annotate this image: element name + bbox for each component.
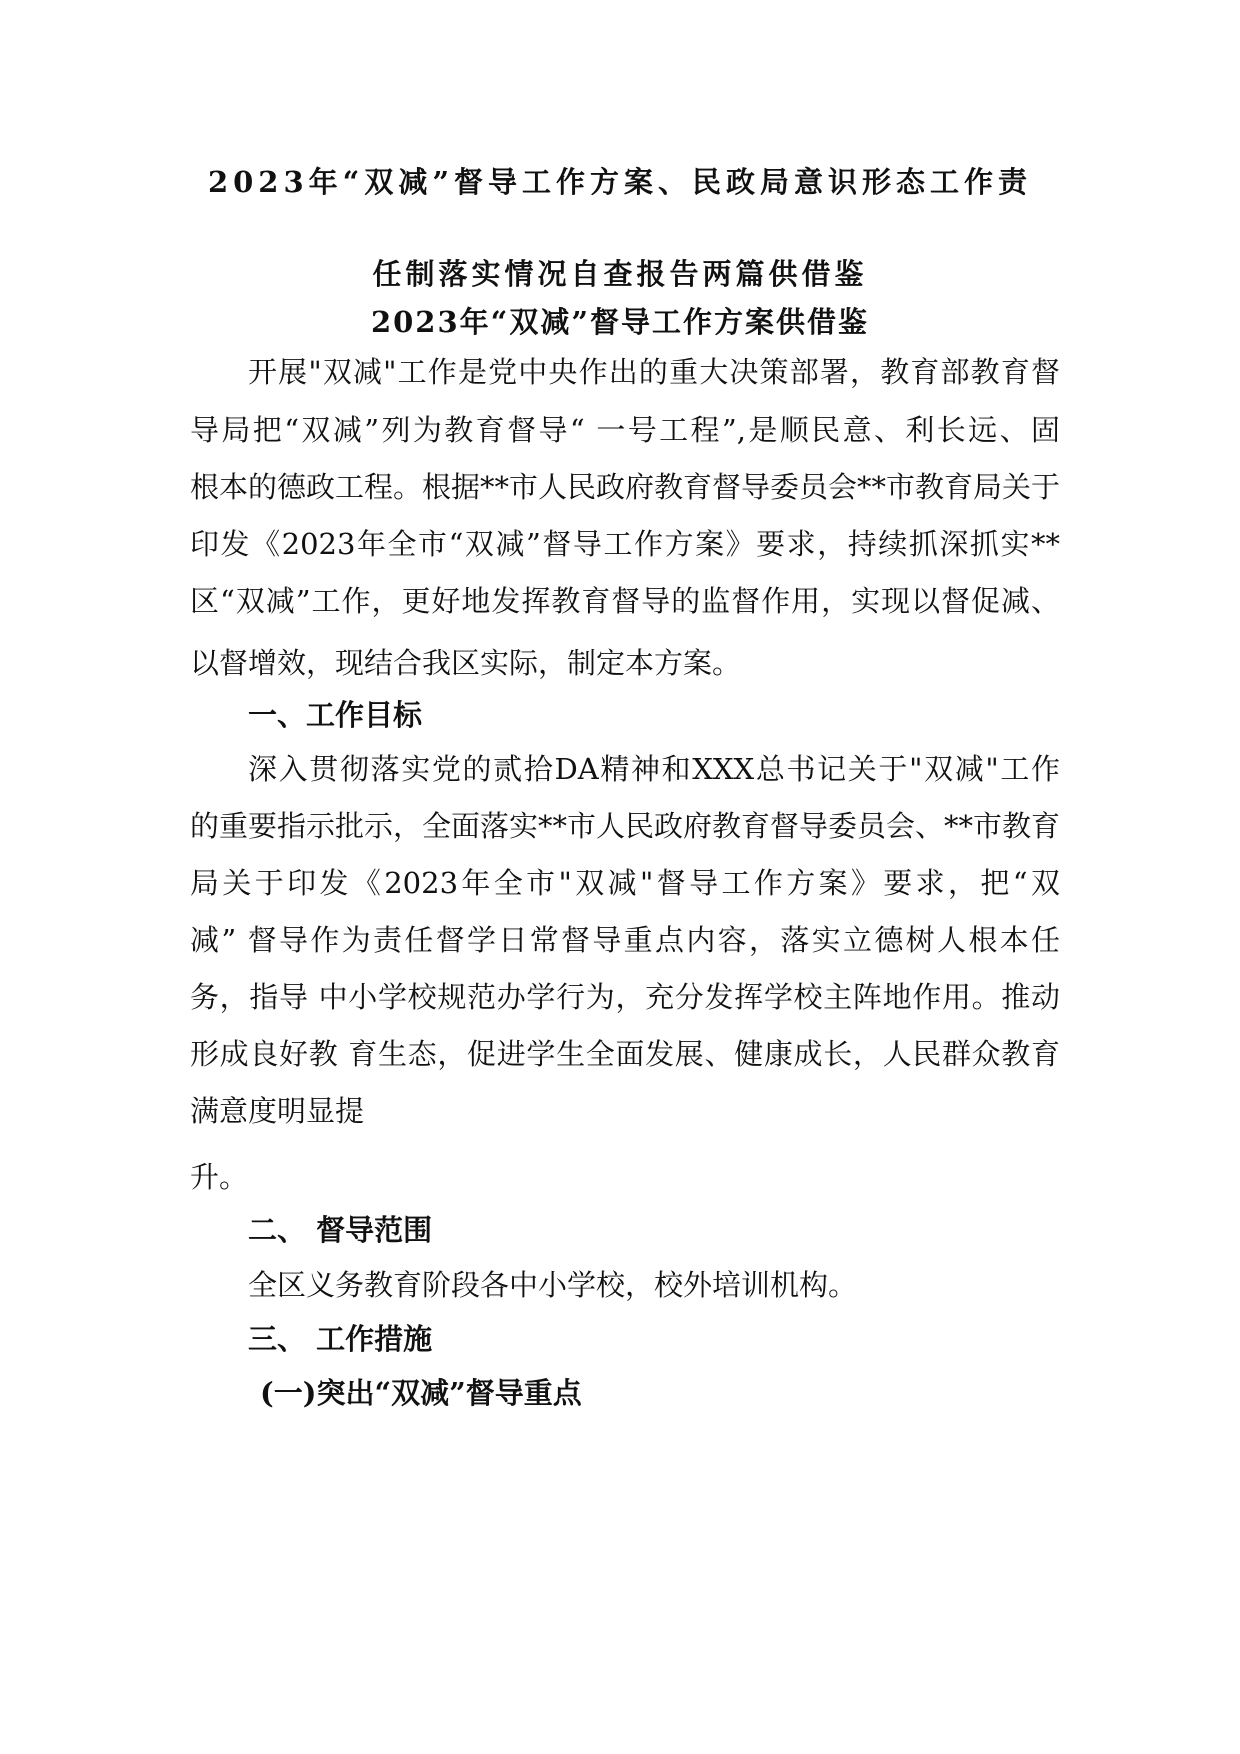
subsection-heading: (一)突出“双减”督导重点 <box>260 1376 582 1410</box>
intro-line: 印发《2023年全市“双减”督导工作方案》要求，持续抓深抓实** <box>190 527 1060 561</box>
section-heading-supervision-scope: 二、 督导范围 <box>248 1213 433 1247</box>
intro-line: 根本的德政工程。根据**市人民政府教育督导委员会**市教育局关于 <box>190 470 1061 504</box>
document-subtitle: 2023年“双减”督导工作方案供借鉴 <box>370 305 870 339</box>
section-heading-work-goals: 一、工作目标 <box>248 698 423 732</box>
paragraph-line: 升。 <box>190 1160 249 1194</box>
paragraph-line: 形成良好教 育生态，促进学生全面发展、健康成长，人民群众教育 <box>190 1037 1060 1071</box>
intro-line: 导局把“双减”列为教育督导“ 一号工程”,是顺民意、利长远、固 <box>190 413 1060 447</box>
paragraph-line: 局关于印发《2023年全市"双减"督导工作方案》要求，把“双 <box>190 866 1060 900</box>
paragraph-line: 务，指导 中小学校规范办学行为，充分发挥学校主阵地作用。推动 <box>190 980 1060 1014</box>
paragraph-line: 的重要指示批示，全面落实**市人民政府教育督导委员会、**市教育 <box>190 809 1061 843</box>
paragraph-line: 全区义务教育阶段各中小学校，校外培训机构。 <box>248 1268 858 1302</box>
paragraph-line: 深入贯彻落实党的贰拾DA精神和XXX总书记关于"双减"工作 <box>248 752 1060 786</box>
paragraph-line: 满意度明显提 <box>190 1094 365 1128</box>
section-heading-work-measures: 三、 工作措施 <box>248 1322 433 1356</box>
intro-line: 开展"双减"工作是党中央作出的重大决策部署，教育部教育督 <box>248 355 1060 389</box>
intro-line: 以督增效，现结合我区实际，制定本方案。 <box>190 646 742 680</box>
document-title-line-2: 任制落实情况自查报告两篇供借鉴 <box>372 257 868 291</box>
document-title-line-1: 2023年“双减”督导工作方案、民政局意识形态工作责 <box>207 165 1033 199</box>
paragraph-line: 减” 督导作为责任督学日常督导重点内容，落实立德树人根本任 <box>190 923 1060 957</box>
intro-line: 区“双减”工作，更好地发挥教育督导的监督作用，实现以督促减、 <box>190 584 1060 618</box>
